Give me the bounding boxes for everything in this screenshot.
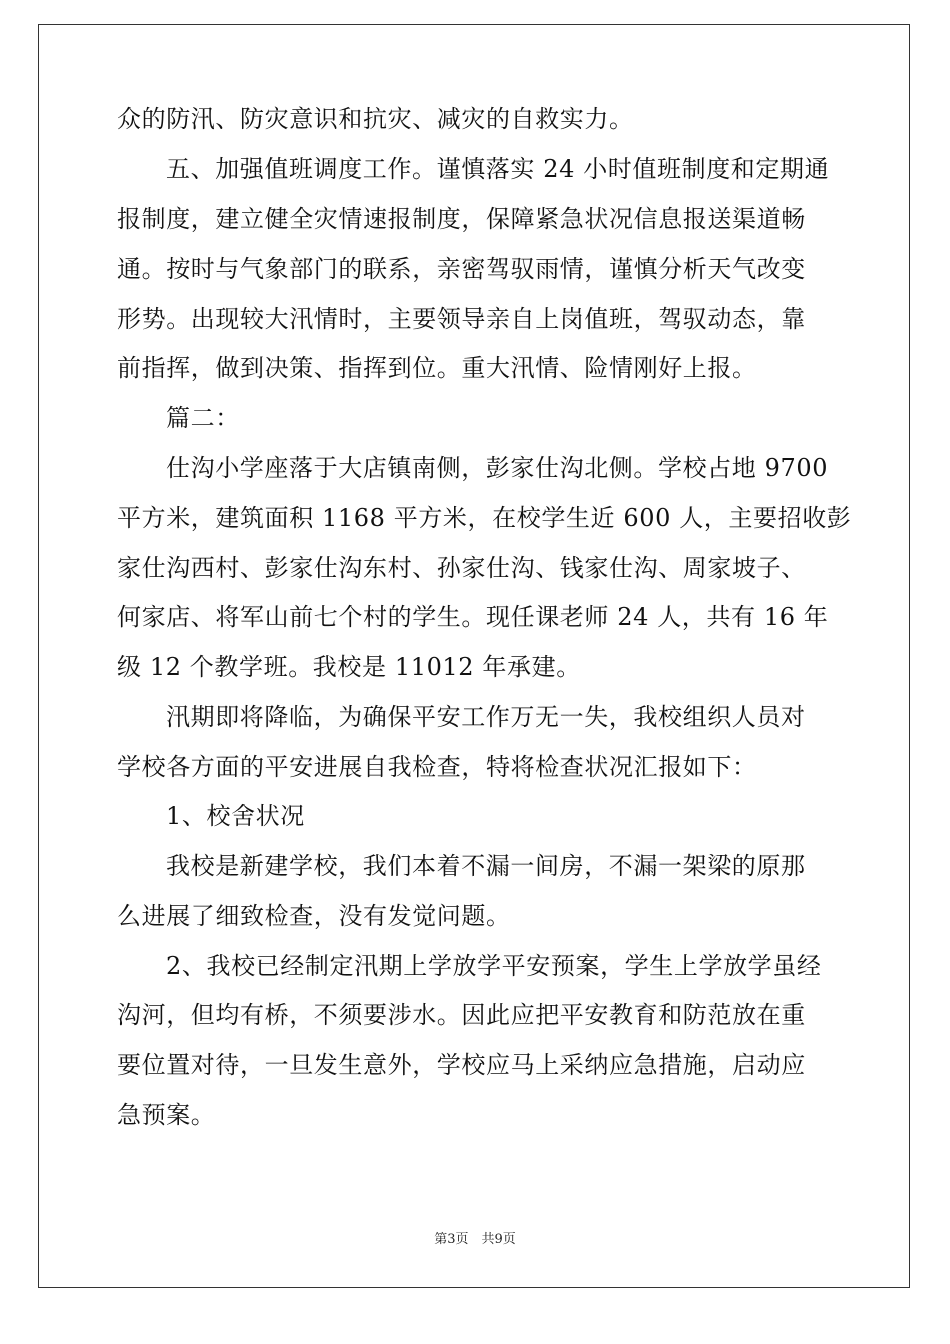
text-line: 仕沟小学座落于大店镇南侧，彭家仕沟北侧。学校占地 9700 (166, 454, 829, 482)
text-line: 家仕沟西村、彭家仕沟东村、孙家仕沟、钱家仕沟、周家坡子、 (117, 554, 806, 582)
text-line: 么进展了细致检查，没有发觉问题。 (117, 902, 511, 930)
text-line: 众的防汛、防灾意识和抗灾、减灾的自救实力。 (117, 105, 634, 133)
text-line: 报制度，建立健全灾情速报制度，保障紧急状况信息报送渠道畅 (117, 205, 806, 233)
text-line: 沟河，但均有桥，不须要涉水。因此应把平安教育和防范放在重 (117, 1001, 806, 1029)
text-line: 要位置对待，一旦发生意外，学校应马上采纳应急措施，启动应 (117, 1051, 806, 1079)
text-line: 2、我校已经制定汛期上学放学平安预案，学生上学放学虽经 (166, 952, 822, 980)
text-line: 前指挥，做到决策、指挥到位。重大汛情、险情刚好上报。 (117, 354, 757, 382)
text-line: 急预案。 (117, 1101, 216, 1129)
text-line: 形势。出现较大汛情时，主要领导亲自上岗值班，驾驭动态，靠 (117, 305, 806, 333)
text-line: 级 12 个教学班。我校是 11012 年承建。 (117, 653, 581, 681)
text-line: 我校是新建学校，我们本着不漏一间房，不漏一架梁的原那 (166, 852, 806, 880)
list-item-heading: 1、校舍状况 (166, 802, 305, 830)
text-line: 学校各方面的平安进展自我检查，特将检查状况汇报如下： (117, 753, 757, 781)
text-line: 平方米，建筑面积 1168 平方米，在校学生近 600 人，主要招收彭 (117, 504, 852, 532)
text-line: 何家店、将军山前七个村的学生。现任课老师 24 人，共有 16 年 (117, 603, 829, 631)
text-line: 通。按时与气象部门的联系，亲密驾驭雨情，谨慎分析天气改变 (117, 255, 806, 283)
text-line: 五、加强值班调度工作。谨慎落实 24 小时值班制度和定期通 (166, 155, 830, 183)
section-heading: 篇二： (166, 404, 240, 432)
text-line: 汛期即将降临，为确保平安工作万无一失，我校组织人员对 (166, 703, 806, 731)
page-number: 第3页 共9页 (434, 1232, 516, 1247)
